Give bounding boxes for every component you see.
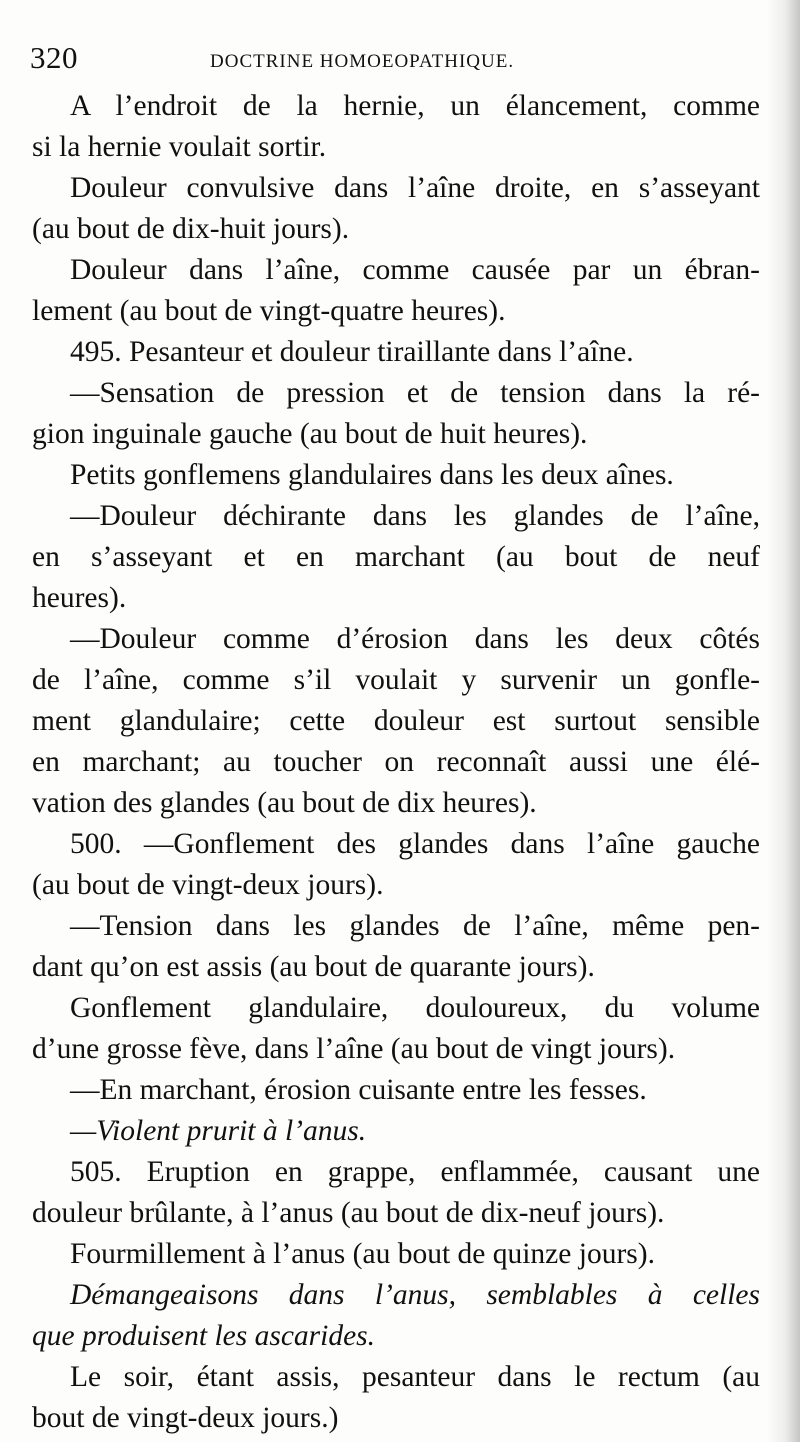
- text-line: (au bout de dix-huit jours).: [32, 213, 350, 245]
- text-line: —Tension dans les glandes de l’aîne, même pen-: [70, 910, 760, 942]
- text-line: —En marchant, érosion cuisante entre les fesses.: [70, 1074, 647, 1106]
- text-line: Fourmillement à l’anus (au bout de quinze jours).: [70, 1238, 655, 1270]
- page-edge-shadow: [766, 0, 800, 1442]
- text-line: (au bout de vingt-deux jours).: [32, 869, 384, 901]
- text-line: douleur brûlante, à l’anus (au bout de dix-neuf jours).: [32, 1197, 665, 1229]
- text-line: Douleur convulsive dans l’aîne droite, en s’asseyant: [70, 172, 760, 204]
- text-line: Petits gonflemens glandulaires dans les deux aînes.: [70, 459, 674, 491]
- text-line: bout de vingt-deux jours.): [32, 1402, 339, 1434]
- text-line: en marchant; au toucher on reconnaît aussi une élé-: [32, 746, 760, 778]
- text-line: —Douleur déchirante dans les glandes de l’aîne,: [70, 500, 760, 532]
- text-line: de l’aîne, comme s’il voulait y survenir un gonfle-: [32, 664, 760, 696]
- body-text: [32, 86, 760, 1439]
- text-line: vation des glandes (au bout de dix heures).: [32, 787, 537, 819]
- text-line: Démangeaisons dans l’anus, semblables à celles: [70, 1279, 760, 1311]
- text-line: —Sensation de pression et de tension dans la ré-: [70, 377, 760, 409]
- text-line: gion inguinale gauche (au bout de huit heures).: [32, 418, 588, 450]
- text-line: Douleur dans l’aîne, comme causée par un ébran-: [70, 254, 760, 286]
- text-line: dant qu’on est assis (au bout de quarante jours).: [32, 951, 595, 983]
- text-line: —Violent prurit à l’anus.: [70, 1115, 367, 1147]
- text-line: en s’asseyant et en marchant (au bout de neuf: [32, 541, 760, 573]
- text-line: si la hernie voulait sortir.: [32, 131, 327, 163]
- text-line: ment glandulaire; cette douleur est surtout sensible: [32, 705, 760, 737]
- text-line: heures).: [32, 582, 127, 614]
- text-line: 500. —Gonflement des glandes dans l’aîne gauche: [70, 828, 760, 860]
- text-line: que produisent les ascarides.: [32, 1320, 376, 1352]
- text-line: Gonflement glandulaire, douloureux, du volume: [70, 992, 760, 1024]
- text-line: A l’endroit de la hernie, un élancement, comme: [70, 90, 760, 122]
- text-line: 505. Eruption en grappe, enflammée, causant une: [70, 1156, 760, 1188]
- page-number: 320: [30, 40, 78, 75]
- text-line: 495. Pesanteur et douleur tiraillante dans l’aîne.: [70, 336, 634, 368]
- running-title: DOCTRINE HOMOEOPATHIQUE.: [210, 51, 515, 72]
- text-line: —Douleur comme d’érosion dans les deux côtés: [70, 623, 760, 655]
- text-line: d’une grosse fève, dans l’aîne (au bout de vingt jours).: [32, 1033, 676, 1065]
- text-line: Le soir, étant assis, pesanteur dans le rectum (au: [70, 1361, 760, 1393]
- page-header: [30, 40, 765, 80]
- text-line: lement (au bout de vingt-quatre heures).: [32, 295, 506, 327]
